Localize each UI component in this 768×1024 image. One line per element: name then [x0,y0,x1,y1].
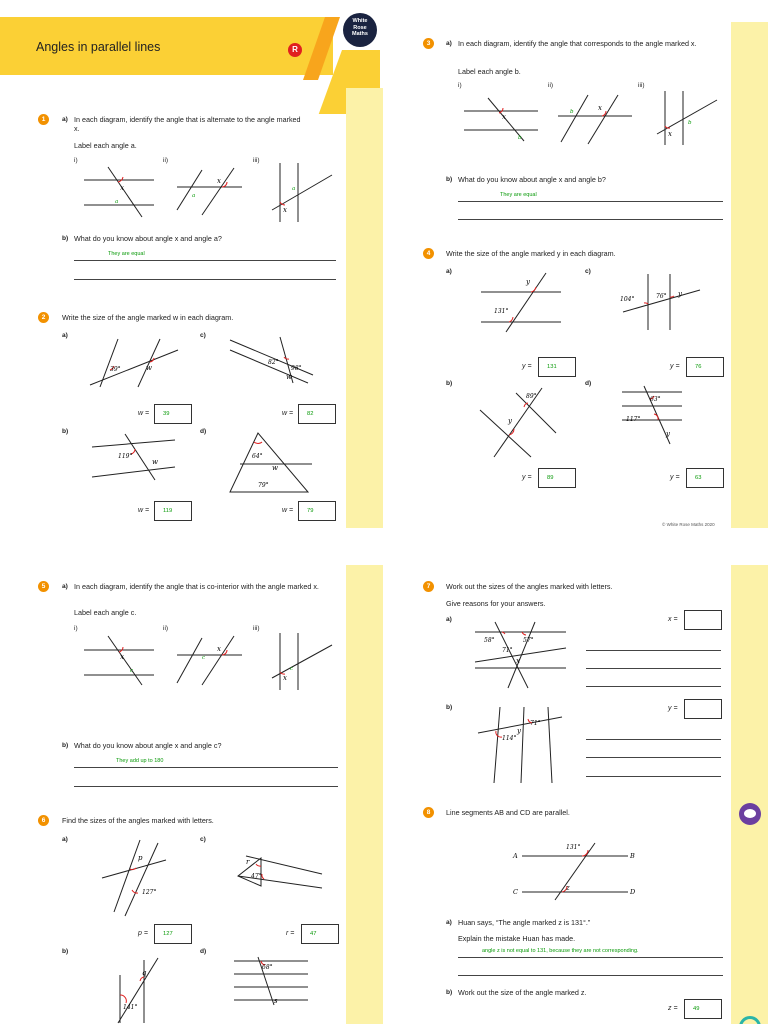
q1-number: 1 [38,114,49,125]
q4-diagram-d [620,384,685,456]
q1-a-label: a) [62,116,68,123]
q7-y-label: y = [668,705,678,712]
q8-point-c: C [513,888,518,896]
svg-text:r: r [246,858,250,866]
q2-b-label: b) [62,428,69,435]
q8-diagram [510,838,645,900]
q2-b-angle: 119° [118,453,133,460]
q8-text: Line segments AB and CD are parallel. [446,808,570,817]
q2-number: 2 [38,312,49,323]
q6-diagram-c [236,850,326,890]
q2-b-w-label: w = [138,507,150,514]
q2-c-angle-1: 82° [268,359,279,366]
q1-diagram-ii [172,165,247,220]
q4-c-answer-box[interactable]: 76 [686,357,724,377]
q2-diagram-d [228,430,328,495]
q5-diagram-i [82,633,157,688]
badge-r: R [288,43,302,57]
side-strip-top-right [731,22,768,528]
q2-a-label: a) [62,332,68,339]
svg-text:y: y [666,430,670,438]
svg-text:x: x [668,130,672,138]
q2-diagram-a [88,335,183,390]
q8-z-answer-box[interactable]: 49 [684,999,722,1019]
copyright: © White Rose Maths 2020 [662,522,715,527]
q6-diagram-b [108,955,168,1024]
q7-a-angle-3: 71° [502,647,513,654]
q8-angle: 131° [566,844,581,851]
white-rose-logo: White Rose Maths [343,13,377,47]
q5-a-text: In each diagram, identify the angle that is co-interior with the angle marked x. [74,582,319,591]
q8-point-a: A [513,852,518,860]
q2-diagram-c [228,335,323,385]
q4-number: 4 [423,248,434,259]
q8-point-b: B [630,852,635,860]
q7-b-angle-2: 114° [502,735,517,742]
q5-answer-line-1 [74,767,338,768]
q7-sub: Give reasons for your answers. [446,599,546,608]
q5-a-label: a) [62,583,68,590]
q8-answer-line-2 [458,975,723,976]
q7-y-answer-box[interactable] [684,699,722,719]
svg-text:z: z [566,884,570,892]
q7-a-angle-2: 57° [523,637,534,644]
q3-b-text: What do you know about angle x and angle b? [458,175,606,184]
q4-a-angle: 131° [494,308,509,315]
side-strip-bottom-right [731,565,768,1024]
q4-d-angle-1: 63° [650,396,661,403]
svg-text:s: s [274,997,278,1005]
page-title: Angles in parallel lines [36,40,161,54]
q2-d-w-label: w = [282,507,294,514]
q1-answer-line-1 [74,260,336,261]
q4-a-y-label: y = [522,363,532,370]
q1-roman-ii: ii) [163,157,169,164]
q5-roman-ii: ii) [163,625,169,632]
q4-c-angle-1: 104° [620,296,635,303]
q3-a-text: In each diagram, identify the angle that corresponds to the angle marked x. [458,39,697,48]
svg-text:y: y [508,417,512,425]
svg-text:x: x [502,113,506,121]
q3-diagram-i [462,95,542,145]
q6-b-angle: 141° [123,1004,138,1011]
q4-diagram-a [476,270,566,335]
q4-b-answer-box[interactable]: 89 [538,468,576,488]
q1-b-text: What do you know about angle x and angle a? [74,234,222,243]
q4-d-y-label: y = [670,474,680,481]
q7-diagram-a [470,620,570,690]
svg-text:x: x [120,184,124,192]
q6-a-angle: 127° [142,889,157,896]
q6-number: 6 [38,815,49,826]
q1-diagram-i [82,165,157,220]
q4-d-label: d) [585,380,592,387]
svg-text:a: a [192,193,196,199]
q8-a-sub: Explain the mistake Huan has made. [458,934,576,943]
svg-text:c: c [290,666,294,672]
q5-a-sub: Label each angle c. [74,608,137,617]
svg-text:b: b [518,135,522,141]
q4-d-answer-box[interactable]: 63 [686,468,724,488]
svg-text:x: x [598,104,602,112]
q4-d-angle-2: 117° [626,416,641,423]
q7-diagram-b [476,705,566,785]
q7-b-line-3 [586,776,721,777]
q1-a-text: In each diagram, identify the angle that is alternate to the angle marked x. [74,115,301,133]
svg-text:w: w [152,458,158,466]
q3-diagram-iii [655,88,720,148]
q5-b-answer: They add up to 180 [116,758,164,764]
q8-answer-line-1 [458,957,723,958]
q7-a-line-2 [586,668,721,669]
q4-diagram-c [618,272,708,332]
q8-point-d: D [630,888,636,896]
side-strip-bottom-left [346,565,383,1024]
q4-a-label: a) [446,268,452,275]
q8-a-label: a) [446,919,452,926]
q3-diagram-ii [556,92,636,147]
q2-text: Write the size of the angle marked w in each diagram. [62,313,234,322]
q7-a-line-1 [586,650,721,651]
svg-text:p: p [138,854,143,862]
q6-p-label: p = [138,930,148,937]
q2-c-angle-2: 98° [291,365,302,372]
q3-roman-i: i) [458,82,462,89]
q7-x-answer-box[interactable] [684,610,722,630]
q8-b-label: b) [446,989,453,996]
q7-text: Work out the sizes of the angles marked with letters. [446,582,613,591]
q8-z-label: z = [668,1005,678,1012]
q4-c-angle-2: 76° [656,293,667,300]
svg-text:y: y [526,278,530,286]
q8-a-answer: angle z is not equal to 131, because they are not corresponding. [482,948,639,954]
q4-c-label: c) [585,268,591,275]
q5-b-label: b) [62,742,69,749]
q1-b-answer: They are equal [108,251,145,257]
q6-text: Find the sizes of the angles marked with letters. [62,816,214,825]
svg-text:w: w [146,364,152,372]
q4-b-label: b) [446,380,453,387]
q2-a-answer-box[interactable]: 39 [154,404,192,424]
q2-c-label: c) [200,332,206,339]
q3-a-sub: Label each angle b. [458,67,521,76]
q2-a-w-label: w = [138,410,150,417]
q2-d-angle-2: 79° [258,482,269,489]
q4-a-answer-box[interactable]: 131 [538,357,576,377]
q2-d-label: d) [200,428,207,435]
q5-diagram-ii [172,633,247,688]
q1-a-sub: Label each angle a. [74,141,137,150]
svg-text:c: c [130,668,134,674]
q5-diagram-iii [270,630,335,692]
q4-b-y-label: y = [522,474,532,481]
svg-text:y: y [517,727,521,735]
q4-b-angle: 89° [526,393,537,400]
q1-roman-i: i) [74,157,78,164]
q3-number: 3 [423,38,434,49]
q2-d-answer-box[interactable]: 79 [298,501,336,521]
q6-diagram-a [100,838,170,918]
svg-text:x: x [283,674,287,682]
q4-diagram-b [476,385,561,460]
q8-number: 8 [423,807,434,818]
q6-c-label: c) [200,836,206,843]
svg-text:x: x [217,177,221,185]
svg-text:c: c [202,655,206,661]
q2-d-angle-1: 64° [252,453,263,460]
q5-roman-iii: iii) [253,625,260,632]
svg-text:y: y [678,290,682,298]
q8-a-text: Huan says, “The angle marked z is 131°.” [458,918,591,927]
q7-a-label: a) [446,616,452,623]
q5-b-text: What do you know about angle x and angle c? [74,741,222,750]
q6-d-angle: 68° [262,964,273,971]
q1-diagram-iii [270,160,335,225]
speech-icon [739,803,761,825]
q3-answer-line-1 [458,201,723,202]
svg-text:x: x [120,653,124,661]
q7-b-label: b) [446,704,453,711]
q6-d-label: d) [200,948,207,955]
q3-b-answer: They are equal [500,192,537,198]
svg-text:w: w [272,464,278,472]
q2-b-answer-box[interactable]: 119 [154,501,192,521]
q1-answer-line-2 [74,279,336,280]
svg-text:w: w [286,373,292,381]
q5-number: 5 [38,581,49,592]
q7-b-line-1 [586,739,721,740]
q4-text: Write the size of the angle marked y in each diagram. [446,249,616,258]
q6-a-label: a) [62,836,68,843]
svg-text:x: x [516,657,520,665]
svg-text:x: x [217,645,221,653]
q4-c-y-label: y = [670,363,680,370]
q7-b-line-2 [586,757,721,758]
q1-roman-iii: iii) [253,157,260,164]
q6-diagram-d [232,955,312,1005]
side-strip-top-left [346,88,383,528]
svg-text:x: x [283,206,287,214]
svg-text:b: b [688,120,692,126]
q1-b-label: b) [62,235,69,242]
q7-number: 7 [423,581,434,592]
q6-r-answer-box[interactable]: 47 [301,924,339,944]
q3-a-label: a) [446,40,452,47]
q2-diagram-b [90,432,180,482]
q8-b-text: Work out the size of the angle marked z. [458,988,587,997]
q6-p-answer-box[interactable]: 127 [154,924,192,944]
q7-a-line-3 [586,686,721,687]
q3-answer-line-2 [458,219,723,220]
q2-a-angle: 39° [110,366,121,373]
q7-a-angle-1: 58° [484,637,495,644]
svg-text:b: b [570,109,574,115]
q3-roman-ii: ii) [548,82,554,89]
q2-c-answer-box[interactable]: 82 [298,404,336,424]
q3-b-label: b) [446,176,453,183]
svg-text:a: a [115,199,119,205]
q5-roman-i: i) [74,625,78,632]
q6-r-label: r = [286,930,295,937]
q7-b-angle-1: 71° [530,720,541,727]
q6-b-label: b) [62,948,69,955]
q7-x-label: x = [668,616,678,623]
q2-c-w-label: w = [282,410,294,417]
svg-text:q: q [142,969,147,977]
q6-c-angle: 47° [251,873,262,880]
q5-answer-line-2 [74,786,338,787]
q3-roman-iii: iii) [638,82,645,89]
svg-text:a: a [292,186,296,192]
